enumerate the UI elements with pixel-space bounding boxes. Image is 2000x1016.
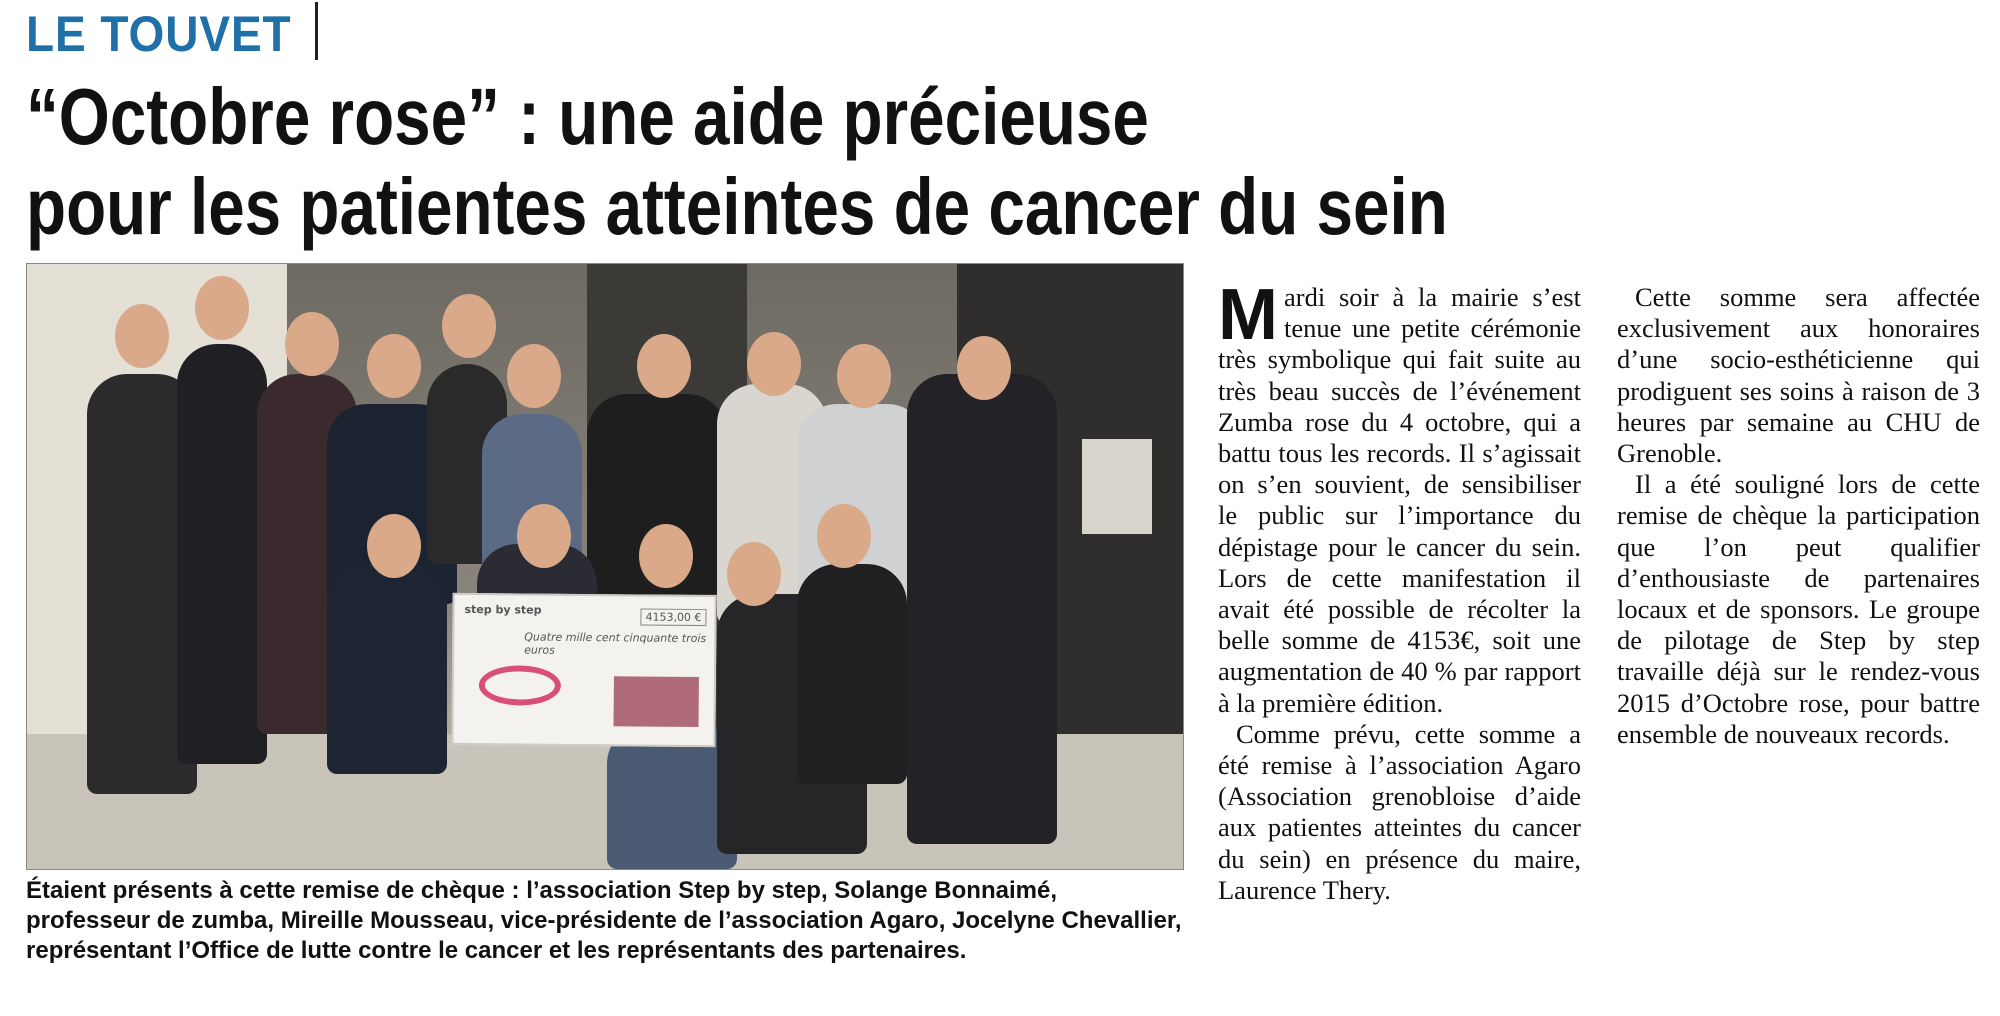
cheque-logo: step by step bbox=[464, 602, 542, 617]
photo-person-head bbox=[285, 312, 339, 376]
pink-ribbon-icon bbox=[479, 665, 561, 706]
photo-poster bbox=[1082, 439, 1152, 534]
photo-person-head bbox=[639, 524, 693, 588]
giant-cheque bbox=[451, 593, 716, 747]
article-paragraph-1 bbox=[1218, 275, 1581, 719]
photo-person-head bbox=[727, 542, 781, 606]
article-photo bbox=[26, 263, 1184, 870]
photo-person bbox=[327, 564, 447, 774]
photo-person bbox=[907, 374, 1057, 844]
cheque-photo bbox=[614, 676, 699, 727]
photo-person-head bbox=[837, 344, 891, 408]
photo-person-head bbox=[957, 336, 1011, 400]
article-paragraph-4: Il a été souligné lors de cette remise de chèque la participation que l’on peut qualifier d’enthousiaste de partenaires locaux et de sponsors. Le groupe de pilotage de Step by step travaille déjà sur le rendez-vous 2015 d’Octobre rose, pour battre ensemble de nouveaux records. bbox=[1617, 469, 1980, 749]
paragraph-1-text: ardi soir à la mairie s’est tenue une petite cérémonie très symbolique qui fait suite au très beau succès de l’événement Zumba rose du 4 octobre, qui a battu tous les records. Il s’agissait on s’en souvient, de sensibiliser le public sur l’importance du dépistage pour le cancer du sein. Lors de cette manifestation il avait été possible de récolter la belle somme de 4153€, soit une augmentation de 40 % par rapport à la première édition. bbox=[1218, 282, 1581, 718]
photo-person-head bbox=[115, 304, 169, 368]
article-paragraph-2: Comme prévu, cette somme a été remise à l’association Agaro (Association grenobloise d’aide aux patientes atteintes du cancer du sein) en présence du maire, Laurence Thery. bbox=[1218, 718, 1581, 905]
photo-person-head bbox=[637, 334, 691, 398]
headline-line-2: pour les patientes atteintes de cancer du sein bbox=[26, 162, 1448, 251]
photo-person-head bbox=[817, 504, 871, 568]
cheque-amount-words: Quatre mille cent cinquante trois euros bbox=[524, 630, 707, 657]
photo-caption: Étaient présents à cette remise de chèque : l’association Step by step, Solange Bonnaimé, professeur de zumba, Mireille Mousseau, vice-présidente de l’association Agaro, Jocelyne Chevallier, représentant l’Office de lutte contre le cancer et les représentants des partenaires. bbox=[26, 877, 1182, 964]
photo-person-head bbox=[367, 514, 421, 578]
photo-person bbox=[177, 344, 267, 764]
section-divider bbox=[315, 2, 318, 60]
photo-person bbox=[797, 564, 907, 784]
photo-person-head bbox=[367, 334, 421, 398]
section-label: LE TOUVET bbox=[26, 6, 292, 62]
article-column-2 bbox=[1617, 282, 1980, 750]
photo-person-head bbox=[507, 344, 561, 408]
photo-person-head bbox=[195, 276, 249, 340]
article-headline bbox=[26, 72, 1448, 252]
cheque-amount: 4153,00 € bbox=[640, 608, 706, 626]
drop-cap: M bbox=[1218, 275, 1278, 355]
photo-person-head bbox=[517, 504, 571, 568]
photo-person-head bbox=[747, 332, 801, 396]
article-column-1 bbox=[1218, 275, 1581, 906]
article-paragraph-3: Cette somme sera affectée exclusivement aux honoraires d’une socio-esthéticienne qui prodiguent ses soins à raison de 3 heures par semaine au CHU de Grenoble. bbox=[1617, 282, 1980, 469]
photo-person-head bbox=[442, 294, 496, 358]
headline-line-1: “Octobre rose” : une aide précieuse bbox=[26, 72, 1149, 161]
